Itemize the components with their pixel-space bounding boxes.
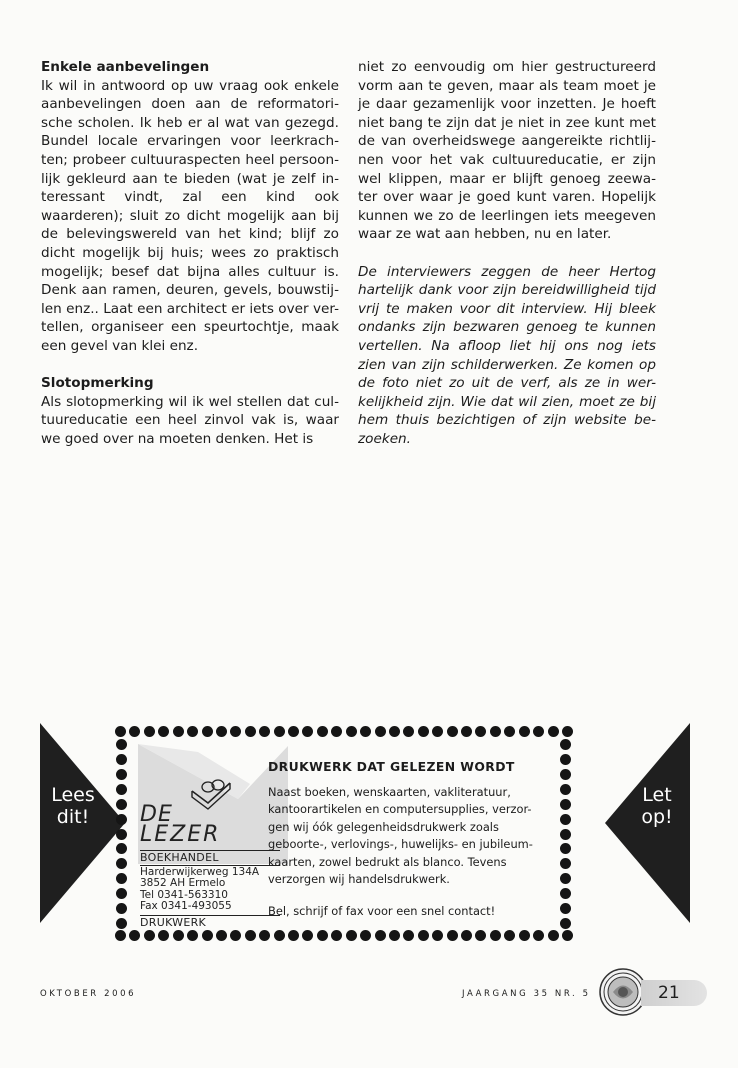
dot-border-top xyxy=(115,725,573,739)
border-dot xyxy=(519,726,530,737)
border-dot xyxy=(202,726,213,737)
right-column xyxy=(358,58,656,448)
border-dot xyxy=(129,930,140,941)
border-dot xyxy=(562,726,573,737)
interviewers-note: De interviewers zeggen de heer Hertog hartelijk dank voor zijn bereidwilligheid tijd vrij te maken voor dit interview. Hij bleek ondanks zijn bezwaren genoeg te kunnen vertellen. Na afloop liet hij ons nog iets zien van zijn schilderwerken. Ze komen op de foto niet zo uit de verf, als ze in wer-kelijkheid zijn. Wie dat wil zien, moet ze bij hem thuis bezichtigen of zijn website be-zoeken. xyxy=(358,263,656,447)
border-dot xyxy=(202,930,213,941)
border-dot xyxy=(418,726,429,737)
border-dot xyxy=(259,930,270,941)
border-dot xyxy=(560,858,571,869)
border-dot xyxy=(375,930,386,941)
border-dot xyxy=(560,903,571,914)
logo-text-de: DE xyxy=(140,802,173,827)
ad-title: DRUKWERK DAT GELEZEN WORDT xyxy=(268,759,515,774)
border-dot xyxy=(116,918,127,929)
bookstore-advertisement xyxy=(40,718,690,950)
border-dot xyxy=(403,726,414,737)
border-dot xyxy=(173,930,184,941)
border-dot xyxy=(560,829,571,840)
left-arrow-label: Lees dit! xyxy=(51,784,95,828)
closing-paragraph: Als slotopmerking wil ik wel stellen dat cul-tuureducatie een heel zinvol vak is, waar we goed over na moeten denken. Het is xyxy=(41,393,339,447)
book-icon xyxy=(188,777,234,811)
border-dot xyxy=(560,873,571,884)
ad-contact-line: Bel, schrijf of fax voor een snel contact! xyxy=(268,904,496,918)
border-dot xyxy=(346,930,357,941)
border-dot xyxy=(418,930,429,941)
store-name: BOEKHANDEL xyxy=(140,850,280,864)
border-dot xyxy=(461,726,472,737)
border-dot xyxy=(144,726,155,737)
border-dot xyxy=(115,726,126,737)
fax-line: Fax 0341-493055 xyxy=(140,900,232,912)
footer-issue: JAARGANG 35 NR. 5 xyxy=(462,989,591,999)
border-dot xyxy=(504,930,515,941)
border-dot xyxy=(432,930,443,941)
logo-text-lezer: LEZER xyxy=(140,822,221,847)
border-dot xyxy=(116,903,127,914)
recommendations-paragraph: Ik wil in antwoord op uw vraag ook enkele aanbevelingen doen aan de reformatori-sche scholen. Ik heb er al wat van gezegd. Bundel locale ervaringen voor leerkrach-ten; probeer cultuuraspecten heel persoon-lijk gekleurd aan te bieden (wat je zelf in-teressant vindt, zal een kind ook waarderen); sluit zo dicht mogelijk aan bij de belevingswereld van het kind; blijf zo dicht mogelijk bij huis; wees zo praktisch mogelijk; besef dat bijna alles cultuur is. Denk aan ramen, deuren, gevels, bouwstij-len enz.. Laat een architect er iets over ver-tellen, organiseer een speurtochtje, maak een gevel van klei enz. xyxy=(41,77,339,354)
border-dot xyxy=(560,814,571,825)
border-dot xyxy=(116,754,127,765)
address-line: Harderwijkerweg 134A xyxy=(140,865,260,878)
store-footer-label: DRUKWERK xyxy=(140,915,280,929)
border-dot xyxy=(560,843,571,854)
border-dot xyxy=(158,726,169,737)
border-dot xyxy=(302,930,313,941)
border-dot xyxy=(116,784,127,795)
store-address xyxy=(140,865,280,913)
ad-body-paragraph: Naast boeken, wenskaarten, vakliteratuur, kantoorartikelen en computersupplies, verzor-gen wij óók gelegenheidsdrukwerk zoals geboorte-, verlovings-, huwelijks- en jubileum-kaarten, zowel bedrukt als blanco. Tevens verzorgen wij handelsdrukwerk. xyxy=(268,785,533,887)
dot-border-right xyxy=(559,739,573,929)
border-dot xyxy=(447,930,458,941)
dot-border-left xyxy=(115,739,129,929)
border-dot xyxy=(115,930,126,941)
border-dot xyxy=(288,930,299,941)
border-dot xyxy=(116,888,127,899)
border-dot xyxy=(360,726,371,737)
store-details xyxy=(140,850,280,928)
border-dot xyxy=(230,726,241,737)
border-dot xyxy=(389,726,400,737)
border-dot xyxy=(375,726,386,737)
border-dot xyxy=(490,726,501,737)
border-dot xyxy=(560,769,571,780)
border-dot xyxy=(461,930,472,941)
border-dot xyxy=(245,930,256,941)
phone-line: Tel 0341-563310 xyxy=(140,888,228,901)
border-dot xyxy=(519,930,530,941)
address-line: 3852 AH Ermelo xyxy=(140,877,226,889)
page-number: 21 xyxy=(658,983,680,1003)
border-dot xyxy=(216,726,227,737)
dot-border-bottom xyxy=(115,929,573,943)
border-dot xyxy=(447,726,458,737)
section-heading-closing: Slotopmerking xyxy=(41,375,154,392)
border-dot xyxy=(288,726,299,737)
border-dot xyxy=(504,726,515,737)
ad-body-text xyxy=(268,784,544,888)
border-dot xyxy=(116,814,127,825)
border-dot xyxy=(331,930,342,941)
border-dot xyxy=(116,843,127,854)
ad-content xyxy=(138,744,556,929)
border-dot xyxy=(302,726,313,737)
right-arrow-label: Let op! xyxy=(641,784,673,828)
border-dot xyxy=(490,930,501,941)
border-dot xyxy=(259,726,270,737)
continuation-paragraph: niet zo eenvoudig om hier gestructureerd vorm aan te geven, maar als team moet je je daar gezamenlijk voor inzetten. Je hoeft niet bang te zijn dat je niet in zee kunt met de van overheidswege aangereikte richtlij-nen voor het vak cultuureducatie, er zijn wel klippen, maar er blijft genoeg zeewa-ter over waar je goed kunt varen. Hopelijk kunnen we zo de leerlingen iets meegeven waar ze wat aan hebben, nu en later. xyxy=(358,59,656,243)
border-dot xyxy=(360,930,371,941)
border-dot xyxy=(116,873,127,884)
border-dot xyxy=(560,739,571,750)
border-dot xyxy=(560,799,571,810)
border-dot xyxy=(403,930,414,941)
border-dot xyxy=(173,726,184,737)
border-dot xyxy=(116,829,127,840)
border-dot xyxy=(116,858,127,869)
border-dot xyxy=(475,726,486,737)
border-dot xyxy=(560,918,571,929)
border-dot xyxy=(317,930,328,941)
border-dot xyxy=(274,930,285,941)
border-dot xyxy=(245,726,256,737)
border-dot xyxy=(116,799,127,810)
footer-date: OKTOBER 2006 xyxy=(40,989,137,999)
border-dot xyxy=(144,930,155,941)
border-dot xyxy=(187,930,198,941)
left-column xyxy=(41,58,339,448)
border-dot xyxy=(475,930,486,941)
border-dot xyxy=(129,726,140,737)
border-dot xyxy=(116,769,127,780)
border-dot xyxy=(560,754,571,765)
border-dot xyxy=(158,930,169,941)
border-dot xyxy=(432,726,443,737)
border-dot xyxy=(346,726,357,737)
border-dot xyxy=(216,930,227,941)
border-dot xyxy=(560,784,571,795)
border-dot xyxy=(533,930,544,941)
section-heading-recommendations: Enkele aanbevelingen xyxy=(41,59,210,75)
border-dot xyxy=(389,930,400,941)
border-dot xyxy=(562,930,573,941)
border-dot xyxy=(548,930,559,941)
border-dot xyxy=(116,739,127,750)
border-dot xyxy=(274,726,285,737)
border-dot xyxy=(187,726,198,737)
border-dot xyxy=(533,726,544,737)
border-dot xyxy=(230,930,241,941)
border-dot xyxy=(548,726,559,737)
border-dot xyxy=(331,726,342,737)
border-dot xyxy=(317,726,328,737)
border-dot xyxy=(560,888,571,899)
